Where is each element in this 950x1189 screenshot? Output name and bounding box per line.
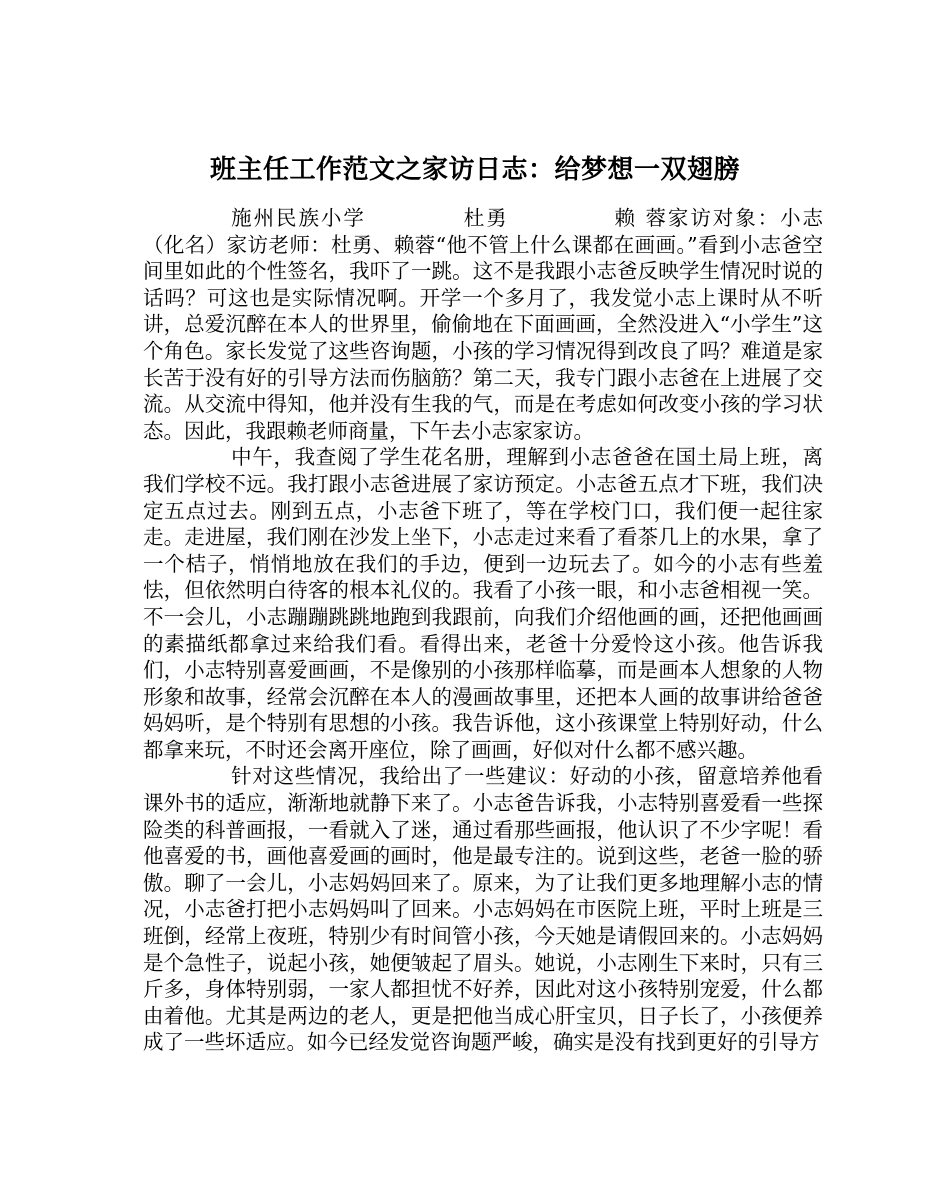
document-body [143, 205, 823, 1056]
byline-school: 施州民族小学 [231, 206, 366, 230]
paragraph-1 [143, 205, 823, 444]
document-title: 班主任工作范文之家访日志：给梦想一双翅膀 [209, 155, 740, 186]
paragraph-2: 中午，我查阅了学生花名册，理解到小志爸爸在国土局上班，离我们学校不远。我打跟小志爸进展了家访预定。小志爸五点才下班，我们决定五点过去。刚到五点，小志爸下班了，等在学校门口，我们便一起往家走。走进屋，我们刚在沙发上坐下，小志走过来看了看茶几上的水果，拿了一个桔子，悄悄地放在我们的手边，便到一边玩去了。如今的小志有些羞怯，但依然明白待客的根本礼仪的。我看了小孩一眼，和小志爸相视一笑。不一会儿，小志蹦蹦跳跳地跑到我跟前，向我们介绍他画的画，还把他画画的素描纸都拿过来给我们看。看得出来，老爸十分爱怜这小孩。他告诉我们，小志特别喜爱画画，不是像别的小孩那样临摹，而是画本人想象的人物形象和故事，经常会沉醉在本人的漫画故事里，还把本人画的故事讲给爸爸妈妈听，是个特别有思想的小孩。我告诉他，这小孩课堂上特别好动，什么都拿来玩，不时还会离开座位，除了画画，好似对什么都不感兴趣。 [143, 445, 823, 762]
paragraph-3: 针对这些情况，我给出了一些建议：好动的小孩，留意培养他看课外书的适应，渐渐地就静下来了。小志爸告诉我，小志特别喜爱看一些探险类的科普画报，一看就入了迷，通过看那些画报，他认识了不少字呢！看他喜爱的书，画他喜爱画的画时，他是最专注的。说到这些，老爸一脸的骄傲。聊了一会儿，小志妈妈回来了。原来，为了让我们更多地理解小志的情况，小志爸打把小志妈妈叫了回来。小志妈妈在市医院上班，平时上班是三班倒，经常上夜班，特别少有时间管小孩，今天她是请假回来的。小志妈妈是个急性子，说起小孩，她便皱起了眉头。她说，小志刚生下来时，只有三斤多，身体特别弱，一家人都担忧不好养，因此对这小孩特别宠爱，什么都由着他。尤其是两边的老人，更是把他当成心肝宝贝，日子长了，小孩便养成了一些坏适应。如今已经发觉咨询题严峻，确实是没有找到更好的引导方 [143, 764, 823, 1055]
byline-author-2: 赖 蓉 [612, 206, 668, 230]
paragraph-text: 家访对象：小志（化名）家访老师：杜勇、赖蓉“他不管上什么课都在画画。”看到小志爸空间里如此的个性签名，我吓了一跳。这不是我跟小志爸反映学生情况时说的话吗？可这也是实际情况啊。开学一个多月了，我发觉小志上课时从不听讲，总爱沉醉在本人的世界里，偷偷地在下面画画，全然没进入“小学生”这个角色。家长发觉了这些咨询题，小孩的学习情况得到改良了吗？难道是家长苦于没有好的引导方法而伤脑筋？第二天，我专门跟小志爸在上进展了交流。从交流中得知，他并没有生我的气，而是在考虑如何改变小孩的学习状态。因此，我跟赖老师商量，下午去小志家家访。 [143, 206, 824, 443]
byline-author-1: 杜勇 [461, 206, 509, 230]
